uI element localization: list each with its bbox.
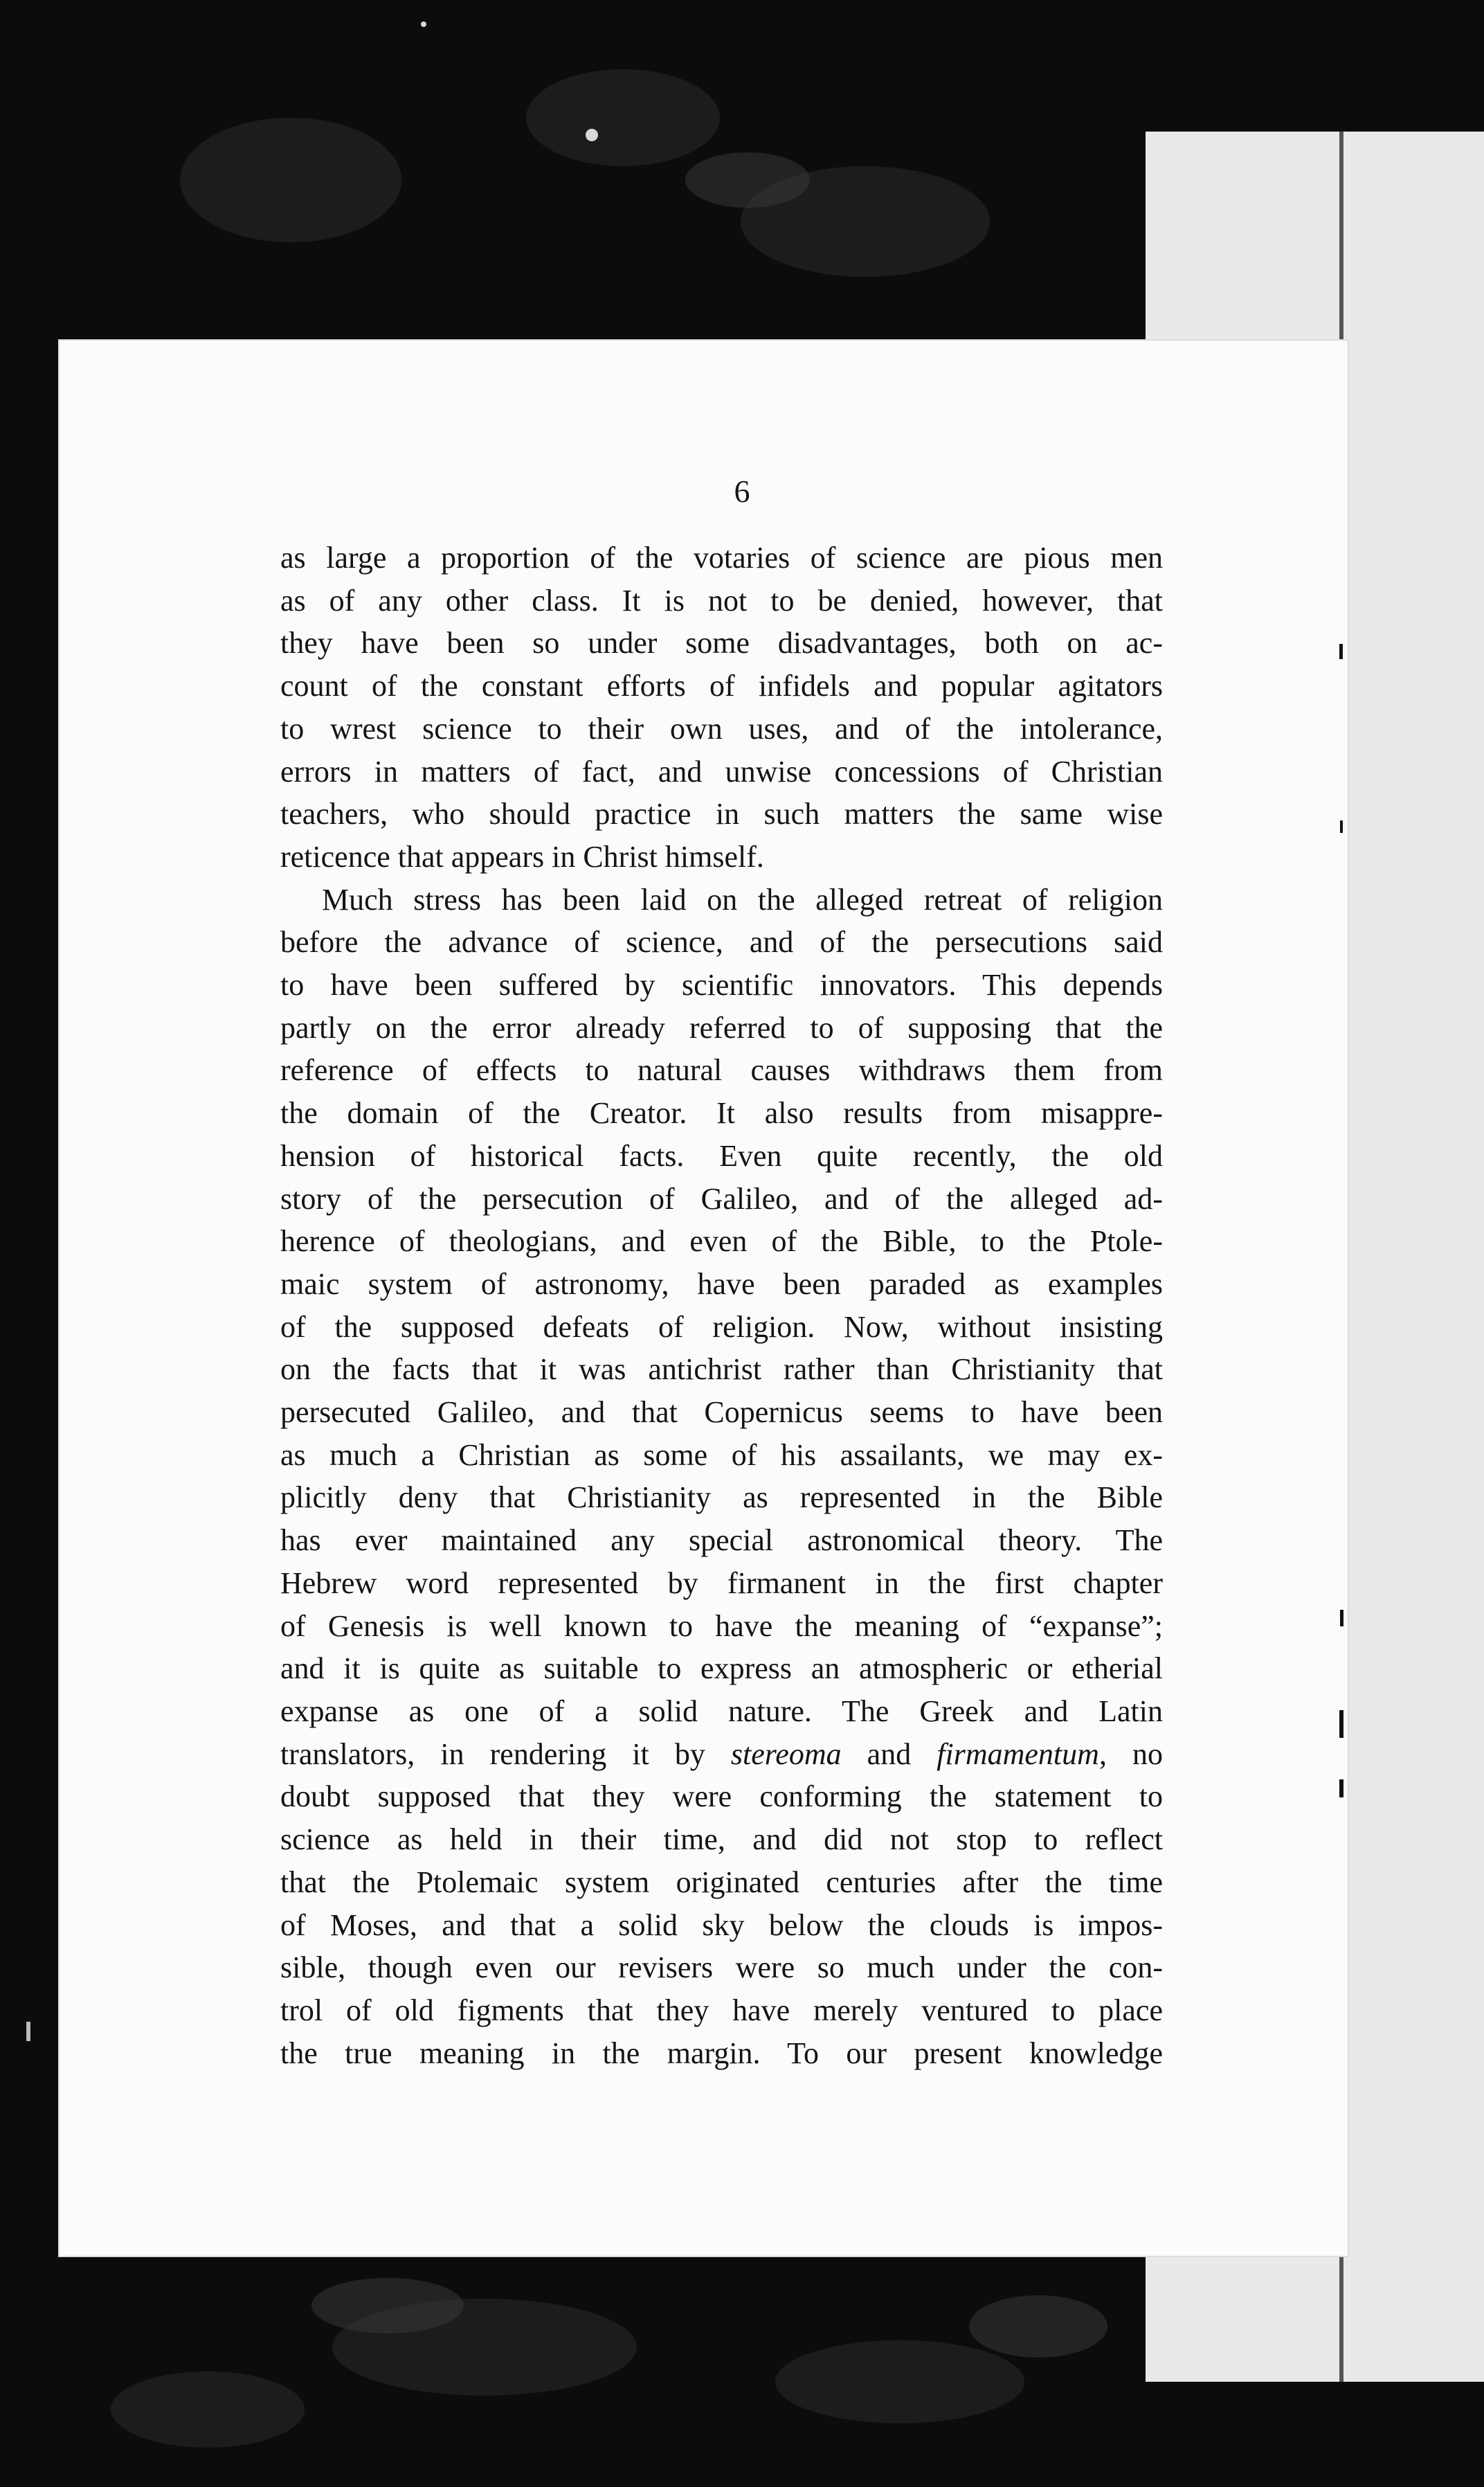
text-line: to have been suffered by scientific innovators. This depends xyxy=(280,968,1163,1003)
margin-mark xyxy=(26,2022,30,2041)
text-line: herence of theologians, and even of the Bible, to the Ptole- xyxy=(280,1224,1163,1259)
text-line: doubt supposed that they were conforming the statement to xyxy=(280,1779,1163,1814)
text-line: as of any other class. It is not to be denied, however, that xyxy=(280,583,1163,618)
text-line: plicitly deny that Christianity as represented in the Bible xyxy=(280,1480,1163,1515)
text-line: Hebrew word represented by firmanent in the first chapter xyxy=(280,1565,1163,1600)
text-line: the domain of the Creator. It also results from misappre- xyxy=(280,1096,1163,1131)
body-text xyxy=(280,537,1163,2074)
text-line: on the facts that it was antichrist rather than Christianity that xyxy=(280,1352,1163,1387)
italic-term-stereoma: stereoma xyxy=(730,1736,842,1771)
text-line: partly on the error already referred to of supposing that the xyxy=(280,1010,1163,1045)
text-line: and it is quite as suitable to express an atmospheric or etherial xyxy=(280,1651,1163,1686)
text-fragment: , no xyxy=(1098,1736,1164,1771)
text-line: Much stress has been laid on the alleged retreat of religion xyxy=(322,882,1163,917)
text-fragment: translators, in rendering it by xyxy=(280,1736,731,1771)
text-line: reticence that appears in Christ himself. xyxy=(280,839,764,874)
text-line-with-italics xyxy=(280,1733,1163,1776)
text-line: reference of effects to natural causes withdraws them from xyxy=(280,1053,1163,1088)
italic-term-firmamentum: firmamentum xyxy=(936,1736,1099,1771)
text-line: that the Ptolemaic system originated centuries after the time xyxy=(280,1865,1163,1899)
text-fragment: and xyxy=(841,1736,937,1771)
text-line: they have been so under some disadvantages, both on ac- xyxy=(280,626,1163,661)
text-line: the true meaning in the margin. To our present knowledge xyxy=(280,2036,1163,2070)
text-line: errors in matters of fact, and unwise concessions of Christian xyxy=(280,754,1163,789)
text-line: before the advance of science, and of the persecutions said xyxy=(280,925,1163,960)
text-line: trol of old figments that they have merely ventured to place xyxy=(280,1993,1163,2027)
text-line: science as held in their time, and did not stop to reflect xyxy=(280,1822,1163,1857)
text-line: persecuted Galileo, and that Copernicus seems to have been xyxy=(280,1395,1163,1430)
margin-mark xyxy=(1339,644,1343,659)
text-line: maic system of astronomy, have been paraded as examples xyxy=(280,1266,1163,1301)
text-line: teachers, who should practice in such matters the same wise xyxy=(280,797,1163,832)
margin-mark xyxy=(1339,1779,1343,1797)
text-line: story of the persecution of Galileo, and of the alleged ad- xyxy=(280,1181,1163,1216)
margin-mark xyxy=(1340,1610,1343,1626)
text-line: of the supposed defeats of religion. Now, without insisting xyxy=(280,1309,1163,1344)
margin-mark xyxy=(1340,820,1343,833)
text-line: to wrest science to their own uses, and of the intolerance, xyxy=(280,711,1163,746)
text-line: hension of historical facts. Even quite recently, the old xyxy=(280,1138,1163,1173)
page-number: 6 xyxy=(734,474,750,509)
text-line: expanse as one of a solid nature. The Greek and Latin xyxy=(280,1694,1163,1728)
text-line: of Genesis is well known to have the meaning of “expanse”; xyxy=(280,1608,1163,1643)
text-line: as much a Christian as some of his assailants, we may ex- xyxy=(280,1437,1163,1472)
text-line: count of the constant efforts of infidels and popular agitators xyxy=(280,669,1163,703)
text-line: as large a proportion of the votaries of science are pious men xyxy=(280,541,1163,575)
text-line: sible, though even our revisers were so much under the con- xyxy=(280,1950,1163,1985)
text-line: of Moses, and that a solid sky below the clouds is impos- xyxy=(280,1907,1163,1942)
margin-mark xyxy=(1339,1710,1343,1738)
text-line: has ever maintained any special astronomical theory. The xyxy=(280,1523,1163,1558)
